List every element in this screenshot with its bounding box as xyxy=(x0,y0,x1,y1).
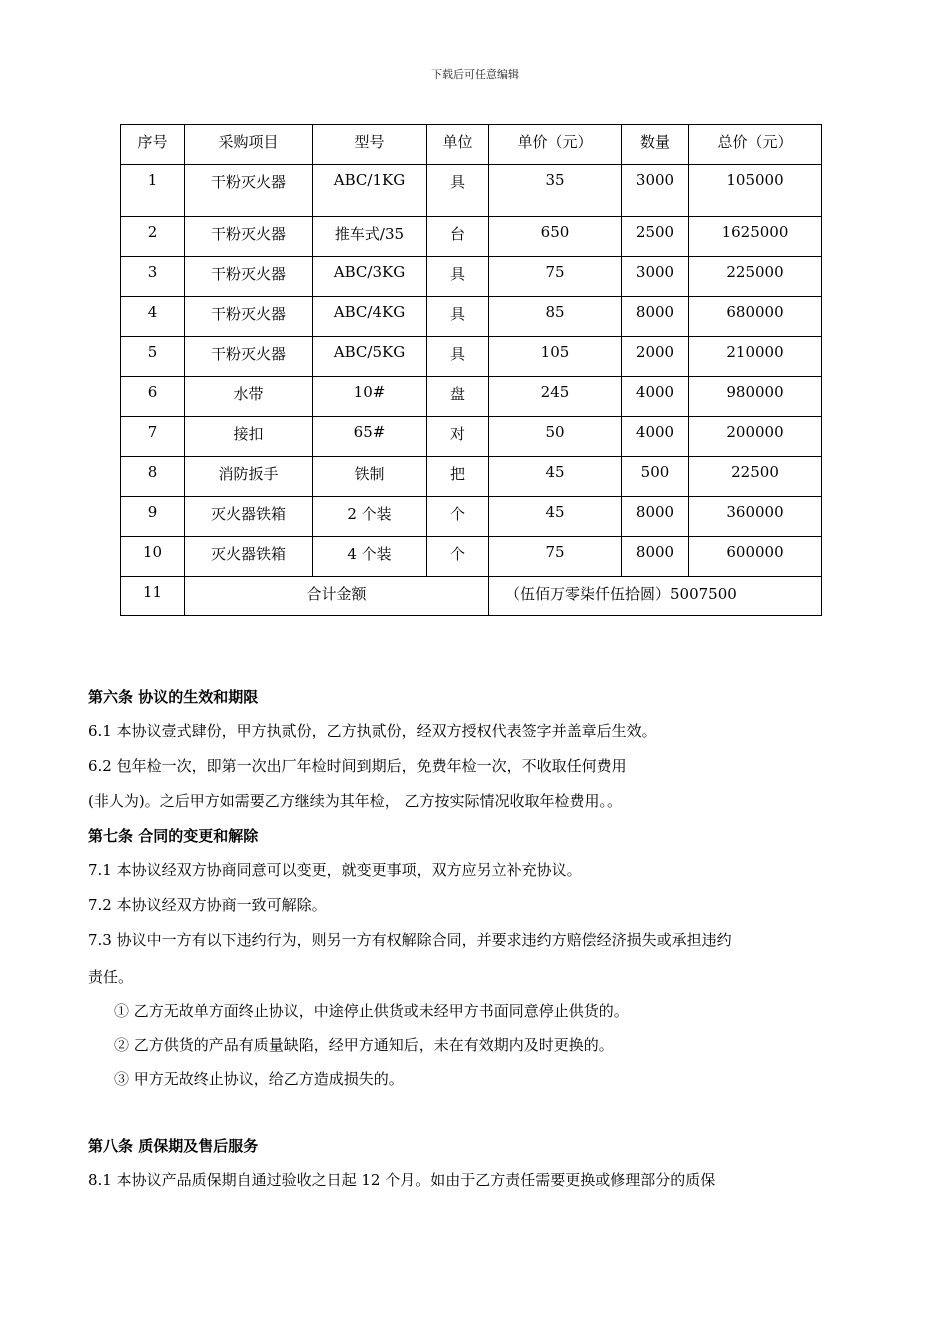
cell-model: ABC/3KG xyxy=(313,257,427,297)
cell-total-price: 105000 xyxy=(689,165,822,217)
table-row xyxy=(121,537,822,577)
total-label: 合计金额 xyxy=(185,577,489,616)
cell-index: 7 xyxy=(121,417,185,457)
cell-unit: 具 xyxy=(427,297,489,337)
cell-model: 2 个装 xyxy=(313,497,427,537)
cell-model: 铁制 xyxy=(313,457,427,497)
cell-quantity: 4000 xyxy=(622,417,689,457)
cell-total-price: 980000 xyxy=(689,377,822,417)
purchase-table xyxy=(120,124,822,616)
cell-unit-price: 75 xyxy=(489,257,622,297)
cell-index: 6 xyxy=(121,377,185,417)
cell-unit-price: 50 xyxy=(489,417,622,457)
article7-clause-2: 7.2 本协议经双方协商一致可解除。 xyxy=(88,896,327,914)
cell-quantity: 500 xyxy=(622,457,689,497)
article6-clause-1: 6.1 本协议壹式肆份，甲方执贰份，乙方执贰份，经双方授权代表签字并盖章后生效。 xyxy=(88,722,657,740)
cell-model: 推车式/35 xyxy=(313,217,427,257)
cell-item: 干粉灭火器 xyxy=(185,217,313,257)
header-index: 序号 xyxy=(121,125,185,165)
cell-quantity: 4000 xyxy=(622,377,689,417)
header-note: 下载后可任意编辑 xyxy=(431,68,519,81)
cell-index: 3 xyxy=(121,257,185,297)
cell-item: 干粉灭火器 xyxy=(185,297,313,337)
cell-unit: 台 xyxy=(427,217,489,257)
cell-total-price: 600000 xyxy=(689,537,822,577)
article7-clause-3-line1: 7.3 协议中一方有以下违约行为，则另一方有权解除合同，并要求违约方赔偿经济损失或承担违约 xyxy=(88,931,732,949)
cell-total-price: 210000 xyxy=(689,337,822,377)
cell-quantity: 2000 xyxy=(622,337,689,377)
cell-unit: 具 xyxy=(427,165,489,217)
article7-clause-3-line2: 责任。 xyxy=(88,968,134,986)
cell-unit: 盘 xyxy=(427,377,489,417)
cell-model: 4 个装 xyxy=(313,537,427,577)
cell-index: 10 xyxy=(121,537,185,577)
cell-quantity: 8000 xyxy=(622,297,689,337)
cell-unit-price: 45 xyxy=(489,497,622,537)
cell-index: 5 xyxy=(121,337,185,377)
cell-total-price: 225000 xyxy=(689,257,822,297)
article7-item-1: ① 乙方无故单方面终止协议，中途停止供货或未经甲方书面同意停止供货的。 xyxy=(114,1002,629,1020)
article7-item-2: ② 乙方供货的产品有质量缺陷，经甲方通知后，未在有效期内及时更换的。 xyxy=(114,1036,614,1054)
cell-unit: 个 xyxy=(427,497,489,537)
article8-title: 第八条 质保期及售后服务 xyxy=(88,1137,259,1155)
table-total-row xyxy=(121,577,822,616)
cell-index: 1 xyxy=(121,165,185,217)
header-item: 采购项目 xyxy=(185,125,313,165)
cell-total-price: 1625000 xyxy=(689,217,822,257)
header-quantity: 数量 xyxy=(622,125,689,165)
cell-total-price: 680000 xyxy=(689,297,822,337)
total-amount: （伍佰万零柒仟伍拾圆）5007500 xyxy=(489,577,822,616)
cell-unit-price: 650 xyxy=(489,217,622,257)
cell-item: 消防扳手 xyxy=(185,457,313,497)
cell-quantity: 8000 xyxy=(622,497,689,537)
table-header-row xyxy=(121,125,822,165)
cell-unit-price: 75 xyxy=(489,537,622,577)
article7-clause-1: 7.1 本协议经双方协商同意可以变更，就变更事项，双方应另立补充协议。 xyxy=(88,861,582,879)
article6-clause-2-line2: (非人为)。之后甲方如需要乙方继续为其年检， 乙方按实际情况收取年检费用。。 xyxy=(88,792,622,810)
cell-item: 水带 xyxy=(185,377,313,417)
table-row xyxy=(121,217,822,257)
cell-unit-price: 245 xyxy=(489,377,622,417)
cell-item: 灭火器铁箱 xyxy=(185,537,313,577)
cell-quantity: 8000 xyxy=(622,537,689,577)
cell-total-price: 200000 xyxy=(689,417,822,457)
header-unit: 单位 xyxy=(427,125,489,165)
cell-unit: 把 xyxy=(427,457,489,497)
table-row xyxy=(121,497,822,537)
cell-index: 8 xyxy=(121,457,185,497)
cell-unit: 对 xyxy=(427,417,489,457)
cell-quantity: 2500 xyxy=(622,217,689,257)
cell-unit: 具 xyxy=(427,337,489,377)
table-row xyxy=(121,297,822,337)
cell-model: ABC/4KG xyxy=(313,297,427,337)
article6-clause-2-line1: 6.2 包年检一次，即第一次出厂年检时间到期后，免费年检一次，不收取任何费用 xyxy=(88,757,627,775)
cell-item: 灭火器铁箱 xyxy=(185,497,313,537)
table-row xyxy=(121,417,822,457)
cell-index: 9 xyxy=(121,497,185,537)
cell-unit: 个 xyxy=(427,537,489,577)
cell-model: ABC/1KG xyxy=(313,165,427,217)
cell-model: 10# xyxy=(313,377,427,417)
table-row xyxy=(121,165,822,217)
table-row xyxy=(121,337,822,377)
cell-item: 干粉灭火器 xyxy=(185,337,313,377)
cell-unit-price: 45 xyxy=(489,457,622,497)
table-row xyxy=(121,257,822,297)
cell-unit: 具 xyxy=(427,257,489,297)
article7-title: 第七条 合同的变更和解除 xyxy=(88,827,259,845)
cell-unit-price: 35 xyxy=(489,165,622,217)
table-row xyxy=(121,377,822,417)
cell-quantity: 3000 xyxy=(622,165,689,217)
cell-item: 干粉灭火器 xyxy=(185,165,313,217)
cell-item: 干粉灭火器 xyxy=(185,257,313,297)
cell-index: 4 xyxy=(121,297,185,337)
total-index: 11 xyxy=(121,577,185,616)
header-total-price: 总价（元） xyxy=(689,125,822,165)
cell-unit-price: 105 xyxy=(489,337,622,377)
cell-unit-price: 85 xyxy=(489,297,622,337)
cell-total-price: 22500 xyxy=(689,457,822,497)
header-model: 型号 xyxy=(313,125,427,165)
cell-index: 2 xyxy=(121,217,185,257)
article7-item-3: ③ 甲方无故终止协议，给乙方造成损失的。 xyxy=(114,1070,404,1088)
cell-quantity: 3000 xyxy=(622,257,689,297)
article8-clause-1: 8.1 本协议产品质保期自通过验收之日起 12 个月。如由于乙方责任需要更换或修理部分的质保 xyxy=(88,1171,716,1189)
article6-title: 第六条 协议的生效和期限 xyxy=(88,688,259,706)
cell-model: 65# xyxy=(313,417,427,457)
cell-item: 接扣 xyxy=(185,417,313,457)
cell-total-price: 360000 xyxy=(689,497,822,537)
header-unit-price: 单价（元） xyxy=(489,125,622,165)
cell-model: ABC/5KG xyxy=(313,337,427,377)
table-row xyxy=(121,457,822,497)
